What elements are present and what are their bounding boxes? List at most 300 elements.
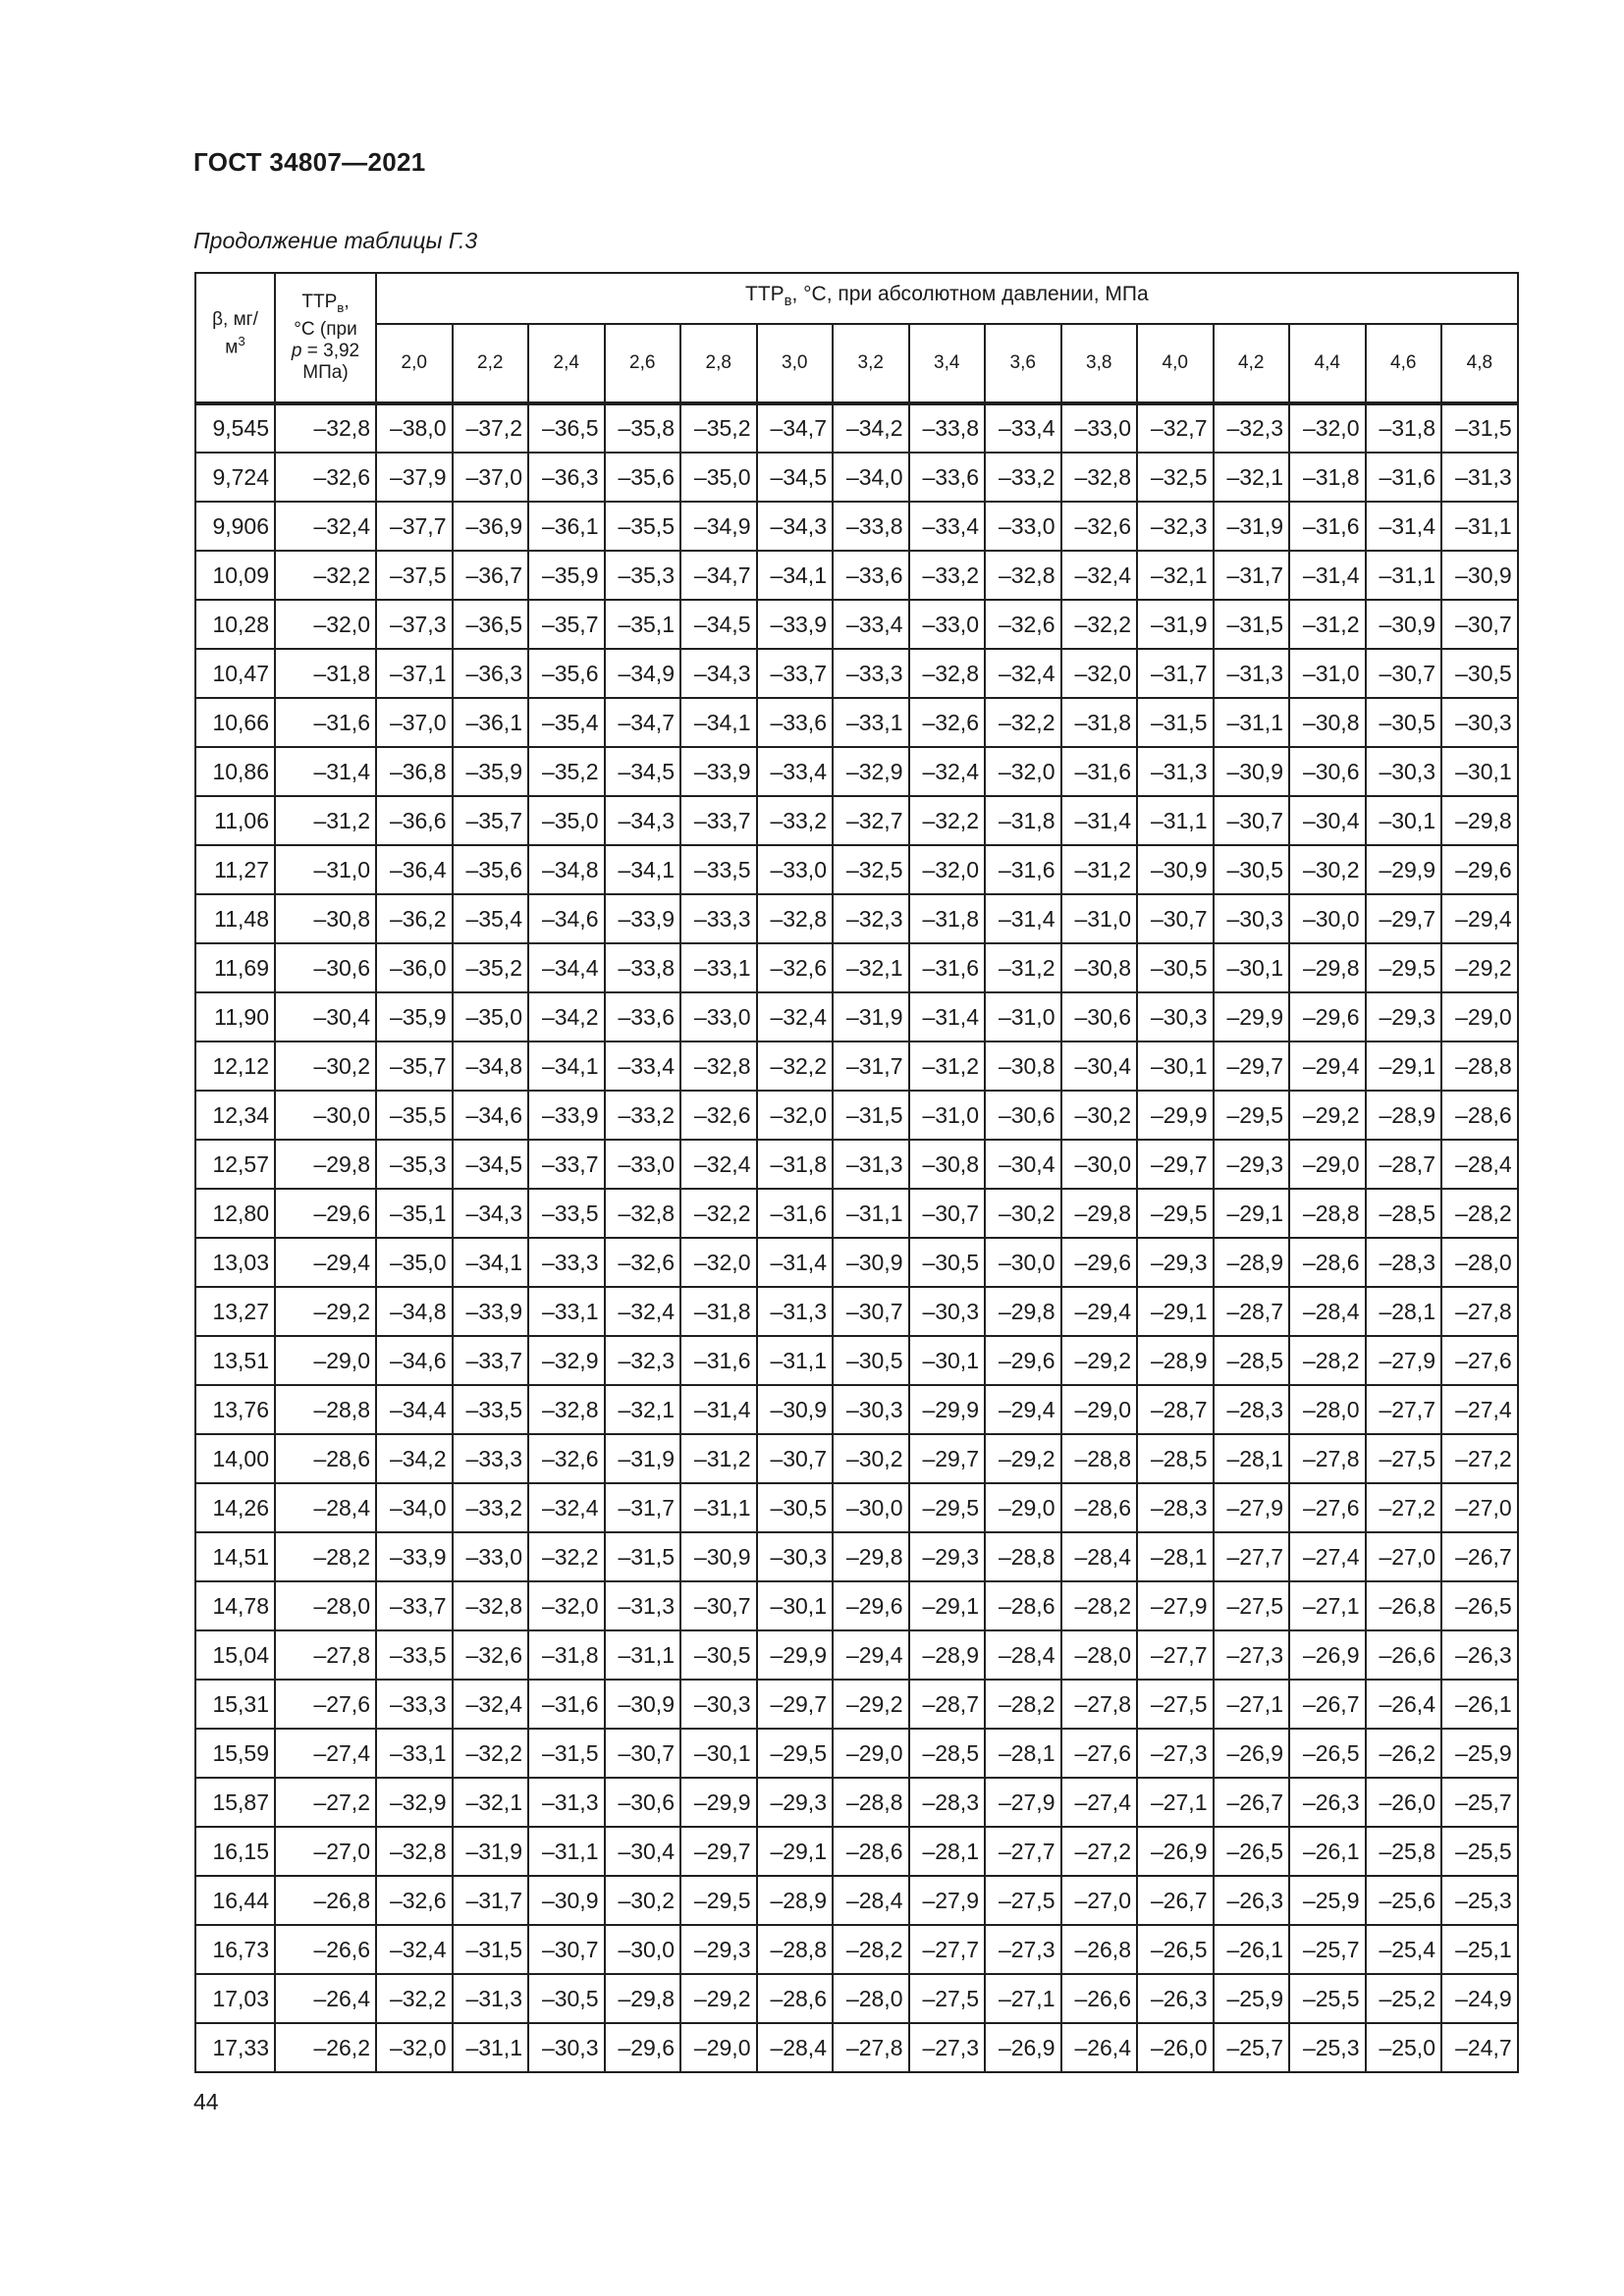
ttr-pressure-cell: –29,1 [1214,1189,1290,1238]
ttr-pressure-cell: –31,2 [680,1434,757,1483]
ttr-pressure-cell: –28,8 [1441,1041,1518,1091]
ttr-392-cell: –28,8 [275,1385,376,1434]
ttr-392-cell: –29,0 [275,1336,376,1385]
ttr-pressure-cell: –25,7 [1441,1778,1518,1827]
beta-cell: 15,87 [195,1778,275,1827]
ttr-pressure-cell: –31,4 [909,992,986,1041]
ttr-pressure-cell: –27,5 [909,1974,986,2023]
ttr-pressure-cell: –31,6 [528,1680,605,1729]
ttr-pressure-cell: –36,4 [376,845,453,894]
ttr-pressure-cell: –32,4 [453,1680,529,1729]
beta-cell: 16,44 [195,1876,275,1925]
ttr-pressure-cell: –30,3 [528,2023,605,2072]
pressure-header-cell: 3,4 [909,324,986,403]
ttr-pressure-cell: –27,1 [1289,1581,1366,1630]
beta-cell: 15,31 [195,1680,275,1729]
ttr-pressure-cell: –31,3 [453,1974,529,2023]
ttr-pressure-cell: –27,7 [1214,1532,1290,1581]
ttr-pressure-cell: –35,0 [528,796,605,845]
ttr-pressure-cell: –34,6 [376,1336,453,1385]
data-table [194,272,1519,2073]
table-row [195,894,1518,943]
beta-cell: 16,15 [195,1827,275,1876]
ttr-pressure-cell: –31,4 [1366,502,1442,551]
ttr-pressure-cell: –34,1 [680,698,757,747]
ttr-pressure-cell: –31,5 [833,1091,909,1140]
ttr-392-cell: –31,8 [275,649,376,698]
ttr-pressure-cell: –30,7 [1441,600,1518,649]
ttr-392-cell: –30,2 [275,1041,376,1091]
ttr-pressure-cell: –32,6 [605,1238,681,1287]
ttr-pressure-cell: –27,3 [909,2023,986,2072]
ttr-pressure-cell: –31,0 [1289,649,1366,698]
ttr-pressure-cell: –28,8 [985,1532,1061,1581]
ttr-pressure-cell: –34,1 [757,551,834,600]
ttr-pressure-cell: –29,2 [1289,1091,1366,1140]
ttr-pressure-cell: –32,1 [1214,453,1290,502]
ttr-pressure-cell: –33,0 [605,1140,681,1189]
pressure-header-cell: 4,8 [1441,324,1518,403]
ttr-pressure-cell: –26,3 [1214,1876,1290,1925]
beta-unit: м [225,337,239,358]
ttr-pressure-cell: –31,8 [1366,403,1442,453]
ttr-392-cell: –31,2 [275,796,376,845]
ttr-pressure-cell: –34,6 [453,1091,529,1140]
ttr-pressure-cell: –31,2 [909,1041,986,1091]
ttr-pressure-cell: –29,3 [1214,1140,1290,1189]
ttr-pressure-cell: –32,4 [757,992,834,1041]
ttr-pressure-cell: –32,0 [1289,403,1366,453]
pressure-header-cell: 3,8 [1061,324,1138,403]
ttr-pressure-cell: –30,7 [833,1287,909,1336]
ttr-pressure-cell: –28,8 [1289,1189,1366,1238]
ttr-pressure-cell: –29,8 [1061,1189,1138,1238]
ttr-pressure-cell: –28,4 [1289,1287,1366,1336]
ttr-pressure-cell: –25,7 [1289,1925,1366,1974]
beta-cell: 17,33 [195,2023,275,2072]
ttr-pressure-cell: –31,7 [453,1876,529,1925]
ttr-pressure-cell: –33,2 [605,1091,681,1140]
beta-cell: 11,27 [195,845,275,894]
ttr-pressure-cell: –30,4 [985,1140,1061,1189]
ttr-pressure-cell: –32,4 [376,1925,453,1974]
ttr-392-cell: –26,4 [275,1974,376,2023]
ttr-pressure-cell: –25,9 [1214,1974,1290,2023]
ttr-pressure-cell: –27,8 [833,2023,909,2072]
ttr-pressure-cell: –32,4 [605,1287,681,1336]
ttr-pressure-cell: –29,2 [680,1974,757,2023]
ttr-pressure-cell: –29,0 [680,2023,757,2072]
ttr-pressure-cell: –31,3 [1214,649,1290,698]
ttr-pressure-cell: –29,2 [1441,943,1518,992]
ttr-pressure-cell: –32,2 [985,698,1061,747]
ttr-pressure-cell: –29,5 [1366,943,1442,992]
ttr-pressure-cell: –33,2 [909,551,986,600]
ttr-pressure-cell: –29,9 [757,1630,834,1680]
ttr-pressure-cell: –36,3 [528,453,605,502]
ttr-pressure-cell: –37,5 [376,551,453,600]
table-row [195,1287,1518,1336]
ttr-pressure-cell: –32,3 [1214,403,1290,453]
ttr-pressure-cell: –33,4 [909,502,986,551]
ttr-pressure-cell: –24,7 [1441,2023,1518,2072]
ttr-pressure-cell: –29,8 [833,1532,909,1581]
ttr-pressure-cell: –28,9 [909,1630,986,1680]
ttr-pressure-cell: –33,1 [833,698,909,747]
ttr-392-cell: –32,4 [275,502,376,551]
ttr-pressure-cell: –26,2 [1366,1729,1442,1778]
ttr-pressure-cell: –33,1 [528,1287,605,1336]
pressure-header-cell: 2,4 [528,324,605,403]
table-row [195,403,1518,453]
ttr-pressure-cell: –30,1 [1366,796,1442,845]
ttr-pressure-cell: –35,2 [453,943,529,992]
ttr-pressure-cell: –27,0 [1441,1483,1518,1532]
ttr-pressure-cell: –33,6 [909,453,986,502]
ttr-pressure-cell: –29,6 [1441,845,1518,894]
table-row [195,1827,1518,1876]
ttr-pressure-cell: –27,3 [985,1925,1061,1974]
pressure-header-cell: 2,0 [376,324,453,403]
ttr-pressure-cell: –29,9 [680,1778,757,1827]
ttr-pressure-cell: –31,7 [605,1483,681,1532]
ttr-unit: °С (при [294,318,357,340]
ttr-pressure-cell: –28,0 [1441,1238,1518,1287]
ttr-pressure-cell: –35,4 [528,698,605,747]
ttr-pressure-cell: –32,5 [1137,453,1214,502]
pressure-header-cell: 3,0 [757,324,834,403]
ttr-pressure-cell: –30,8 [985,1041,1061,1091]
ttr-pressure-cell: –33,3 [680,894,757,943]
ttr-pressure-cell: –36,7 [453,551,529,600]
ttr-pressure-cell: –29,8 [985,1287,1061,1336]
ttr-pressure-cell: –32,0 [1061,649,1138,698]
ttr-pressure-cell: –31,1 [757,1336,834,1385]
ttr-pressure-cell: –32,6 [453,1630,529,1680]
table-row [195,453,1518,502]
page-number: 44 [193,2089,219,2114]
ttr-pressure-cell: –28,6 [833,1827,909,1876]
ttr-pressure-cell: –27,5 [985,1876,1061,1925]
ttr-pressure-cell: –26,1 [1214,1925,1290,1974]
ttr-pressure-cell: –27,5 [1366,1434,1442,1483]
ttr-pressure-cell: –28,6 [757,1974,834,2023]
ttr-392-cell: –26,2 [275,2023,376,2072]
ttr-pressure-cell: –33,2 [985,453,1061,502]
group-header-pressure [376,273,1518,324]
ttr-pressure-cell: –29,3 [1137,1238,1214,1287]
ttr-pressure-cell: –32,8 [985,551,1061,600]
ttr-pressure-cell: –28,1 [1137,1532,1214,1581]
ttr-392-cell: –27,0 [275,1827,376,1876]
ttr-pressure-cell: –30,1 [909,1336,986,1385]
ttr-pressure-cell: –31,4 [680,1385,757,1434]
ttr-pressure-cell: –30,3 [1137,992,1214,1041]
ttr-pressure-cell: –30,8 [1061,943,1138,992]
ttr-pressure-cell: –30,3 [909,1287,986,1336]
ttr-pressure-cell: –31,6 [1061,747,1138,796]
ttr-pressure-cell: –31,5 [1441,403,1518,453]
ttr-pressure-cell: –29,6 [1289,992,1366,1041]
table-row [195,747,1518,796]
ttr-pressure-cell: –29,3 [680,1925,757,1974]
ttr-pressure-cell: –28,6 [1061,1483,1138,1532]
ttr-pressure-cell: –34,9 [605,649,681,698]
ttr-pressure-cell: –29,9 [1366,845,1442,894]
ttr-pressure-cell: –31,2 [1061,845,1138,894]
ttr-pressure-cell: –31,3 [833,1140,909,1189]
ttr-pressure-cell: –35,9 [528,551,605,600]
ttr-pressure-cell: –27,4 [1441,1385,1518,1434]
ttr-pressure-cell: –32,2 [1061,600,1138,649]
ttr-pressure-cell: –29,8 [1289,943,1366,992]
ttr-pressure-cell: –27,2 [1366,1483,1442,1532]
ttr-pressure-cell: –33,0 [453,1532,529,1581]
ttr-pressure-cell: –34,3 [680,649,757,698]
ttr-pressure-cell: –28,3 [1214,1385,1290,1434]
beta-cell: 10,28 [195,600,275,649]
ttr-pressure-cell: –27,4 [1289,1532,1366,1581]
ttr-392-cell: –32,8 [275,403,376,453]
document-header: ГОСТ 34807—2021 [193,147,426,177]
table-row [195,796,1518,845]
ttr-pressure-cell: –25,1 [1441,1925,1518,1974]
ttr-pressure-cell: –33,3 [453,1434,529,1483]
ttr-pressure-cell: –34,8 [528,845,605,894]
ttr-subscript: в [337,299,345,315]
ttr-pressure-cell: –32,4 [680,1140,757,1189]
ttr-pressure-cell: –30,3 [1441,698,1518,747]
ttr-pressure-cell: –25,7 [1214,2023,1290,2072]
beta-cell: 10,09 [195,551,275,600]
ttr-pressure-cell: –29,6 [1061,1238,1138,1287]
ttr-pressure-cell: –31,8 [680,1287,757,1336]
ttr-pressure-cell: –29,4 [1061,1287,1138,1336]
ttr-pressure-cell: –27,7 [1366,1385,1442,1434]
ttr-pressure-cell: –32,1 [833,943,909,992]
ttr-pressure-cell: –30,0 [1061,1140,1138,1189]
beta-cell: 12,12 [195,1041,275,1091]
ttr-pressure-cell: –32,6 [1061,502,1138,551]
ttr-pressure-cell: –34,4 [376,1385,453,1434]
beta-label: β, мг/ [212,309,258,330]
table-row [195,551,1518,600]
ttr-392-cell: –32,6 [275,453,376,502]
table-row [195,600,1518,649]
table-row [195,698,1518,747]
ttr-392-cell: –31,6 [275,698,376,747]
ttr-pressure-cell: –31,9 [1214,502,1290,551]
table-row [195,992,1518,1041]
ttr-pressure-cell: –37,1 [376,649,453,698]
ttr-pressure-cell: –35,2 [528,747,605,796]
ttr-pressure-cell: –29,0 [1289,1140,1366,1189]
ttr-pressure-cell: –30,5 [833,1336,909,1385]
ttr-pressure-cell: –30,0 [1289,894,1366,943]
ttr-pressure-cell: –31,8 [1061,698,1138,747]
beta-unit-exponent: 3 [238,334,245,348]
ttr-pressure-cell: –26,9 [1214,1729,1290,1778]
ttr-pressure-cell: –28,1 [1366,1287,1442,1336]
ttr-pressure-cell: –33,3 [833,649,909,698]
ttr-pressure-cell: –29,7 [1366,894,1442,943]
table-body [195,403,1518,2072]
ttr-pressure-cell: –29,0 [1441,992,1518,1041]
ttr-pressure-cell: –31,1 [1441,502,1518,551]
ttr-pressure-cell: –30,6 [1289,747,1366,796]
ttr-pressure-cell: –28,3 [1137,1483,1214,1532]
ttr-pressure-cell: –35,3 [376,1140,453,1189]
ttr-pressure-cell: –31,2 [1289,600,1366,649]
ttr-pressure-cell: –33,7 [376,1581,453,1630]
ttr-pressure-cell: –29,7 [1137,1140,1214,1189]
ttr-392-cell: –27,8 [275,1630,376,1680]
ttr-pressure-cell: –26,3 [1441,1630,1518,1680]
ttr-pressure-cell: –30,4 [605,1827,681,1876]
ttr-pressure-cell: –30,9 [605,1680,681,1729]
beta-cell: 12,80 [195,1189,275,1238]
ttr-pressure-cell: –27,8 [1441,1287,1518,1336]
ttr-pressure-cell: –29,1 [757,1827,834,1876]
ttr-pressure-cell: –28,9 [1214,1238,1290,1287]
ttr-pressure-cell: –29,3 [1366,992,1442,1041]
ttr-pressure-cell: –29,0 [985,1483,1061,1532]
ttr-pressure-cell: –34,5 [453,1140,529,1189]
ttr-pressure-cell: –27,7 [909,1925,986,1974]
ttr-pressure-cell: –34,7 [605,698,681,747]
pressure-header-cell: 4,6 [1366,324,1442,403]
ttr-pressure-cell: –31,3 [757,1287,834,1336]
ttr-pressure-cell: –32,3 [605,1336,681,1385]
ttr-pressure-cell: –33,0 [757,845,834,894]
ttr-pressure-cell: –34,0 [376,1483,453,1532]
ttr-pressure-cell: –30,9 [1441,551,1518,600]
ttr-pressure-cell: –26,8 [1061,1925,1138,1974]
beta-cell: 10,66 [195,698,275,747]
ttr-pressure-cell: –28,3 [909,1778,986,1827]
ttr-pressure-cell: –28,2 [1289,1336,1366,1385]
ttr-pressure-cell: –29,9 [909,1385,986,1434]
ttr-pressure-cell: –33,8 [605,943,681,992]
ttr-pressure-cell: –30,1 [1137,1041,1214,1091]
ttr-pressure-cell: –30,5 [1441,649,1518,698]
ttr-pressure-cell: –31,1 [453,2023,529,2072]
ttr-pressure-cell: –31,8 [985,796,1061,845]
ttr-label: ТТР [301,292,338,313]
ttr-pressure-cell: –28,6 [1289,1238,1366,1287]
ttr-pressure-cell: –33,6 [605,992,681,1041]
pressure-header-cell: 4,2 [1214,324,1290,403]
ttr-pressure-cell: –27,6 [1441,1336,1518,1385]
ttr-pressure-cell: –30,3 [680,1680,757,1729]
ttr-392-cell: –30,0 [275,1091,376,1140]
pressure-header-cell: 2,8 [680,324,757,403]
ttr-pressure-cell: –26,3 [1289,1778,1366,1827]
ttr-pressure-cell: –36,5 [453,600,529,649]
ttr-pressure-cell: –27,5 [1137,1680,1214,1729]
ttr-pressure-cell: –25,5 [1441,1827,1518,1876]
ttr-pressure-cell: –28,2 [1441,1189,1518,1238]
ttr-pressure-cell: –30,9 [1214,747,1290,796]
ttr-pressure-cell: –36,1 [453,698,529,747]
ttr-pressure-cell: –31,7 [833,1041,909,1091]
ttr-pressure-cell: –30,2 [985,1189,1061,1238]
ttr-pressure-cell: –29,1 [1366,1041,1442,1091]
ttr-pressure-cell: –31,2 [985,943,1061,992]
table-row [195,1091,1518,1140]
ttr-pressure-cell: –30,5 [680,1630,757,1680]
ttr-pressure-cell: –30,3 [757,1532,834,1581]
ttr-pressure-cell: –34,1 [605,845,681,894]
ttr-pressure-cell: –36,2 [376,894,453,943]
table-row [195,1974,1518,2023]
ttr-pressure-cell: –31,5 [453,1925,529,1974]
ttr-pressure-cell: –34,2 [376,1434,453,1483]
ttr-pressure-cell: –32,2 [909,796,986,845]
ttr-pressure-cell: –31,8 [528,1630,605,1680]
ttr-pressure-cell: –34,5 [605,747,681,796]
ttr-pressure-cell: –31,4 [1289,551,1366,600]
ttr-pressure-cell: –38,0 [376,403,453,453]
ttr-pressure-cell: –29,6 [833,1581,909,1630]
ttr-pressure-cell: –26,7 [1441,1532,1518,1581]
ttr-pressure-cell: –25,3 [1289,2023,1366,2072]
ttr-392-cell: –32,0 [275,600,376,649]
ttr-pressure-cell: –27,6 [1289,1483,1366,1532]
ttr-pressure-cell: –34,7 [680,551,757,600]
ttr-pressure-cell: –37,0 [376,698,453,747]
ttr-392-cell: –29,6 [275,1189,376,1238]
ttr-pressure-cell: –32,8 [376,1827,453,1876]
ttr-pressure-cell: –27,9 [909,1876,986,1925]
table-row [195,2023,1518,2072]
ttr-pressure-cell: –27,7 [985,1827,1061,1876]
ttr-pressure-cell: –26,7 [1137,1876,1214,1925]
table-row [195,1532,1518,1581]
ttr-pressure-cell: –32,9 [528,1336,605,1385]
ttr-pressure-cell: –30,3 [833,1385,909,1434]
ttr-pressure-cell: –35,7 [528,600,605,649]
ttr-pressure-cell: –32,2 [757,1041,834,1091]
ttr-pressure-cell: –26,5 [1137,1925,1214,1974]
ttr-pressure-cell: –29,1 [1137,1287,1214,1336]
ttr-392-cell: –29,4 [275,1238,376,1287]
ttr-pressure-cell: –29,5 [1137,1189,1214,1238]
pressure-header-cell: 4,4 [1289,324,1366,403]
ttr-pressure-cell: –28,2 [985,1680,1061,1729]
ttr-pressure-cell: –30,6 [1061,992,1138,1041]
table-header [195,273,1518,403]
ttr-pressure-cell: –28,4 [757,2023,834,2072]
ttr-pressure-cell: –31,1 [528,1827,605,1876]
ttr-pressure-cell: –33,7 [757,649,834,698]
ttr-pressure-cell: –31,1 [680,1483,757,1532]
ttr-pressure-cell: –33,4 [757,747,834,796]
ttr-pressure-cell: –30,6 [985,1091,1061,1140]
ttr-pressure-cell: –26,1 [1441,1680,1518,1729]
beta-cell: 12,34 [195,1091,275,1140]
ttr-pressure-cell: –25,0 [1366,2023,1442,2072]
ttr-pressure-cell: –36,0 [376,943,453,992]
ttr-pressure-cell: –30,0 [833,1483,909,1532]
ttr-pressure-cell: –33,9 [605,894,681,943]
beta-cell: 10,47 [195,649,275,698]
ttr-pressure-cell: –30,2 [1289,845,1366,894]
table-row [195,1680,1518,1729]
beta-cell: 9,906 [195,502,275,551]
ttr-pressure-cell: –30,5 [757,1483,834,1532]
ttr-pressure-cell: –28,0 [833,1974,909,2023]
